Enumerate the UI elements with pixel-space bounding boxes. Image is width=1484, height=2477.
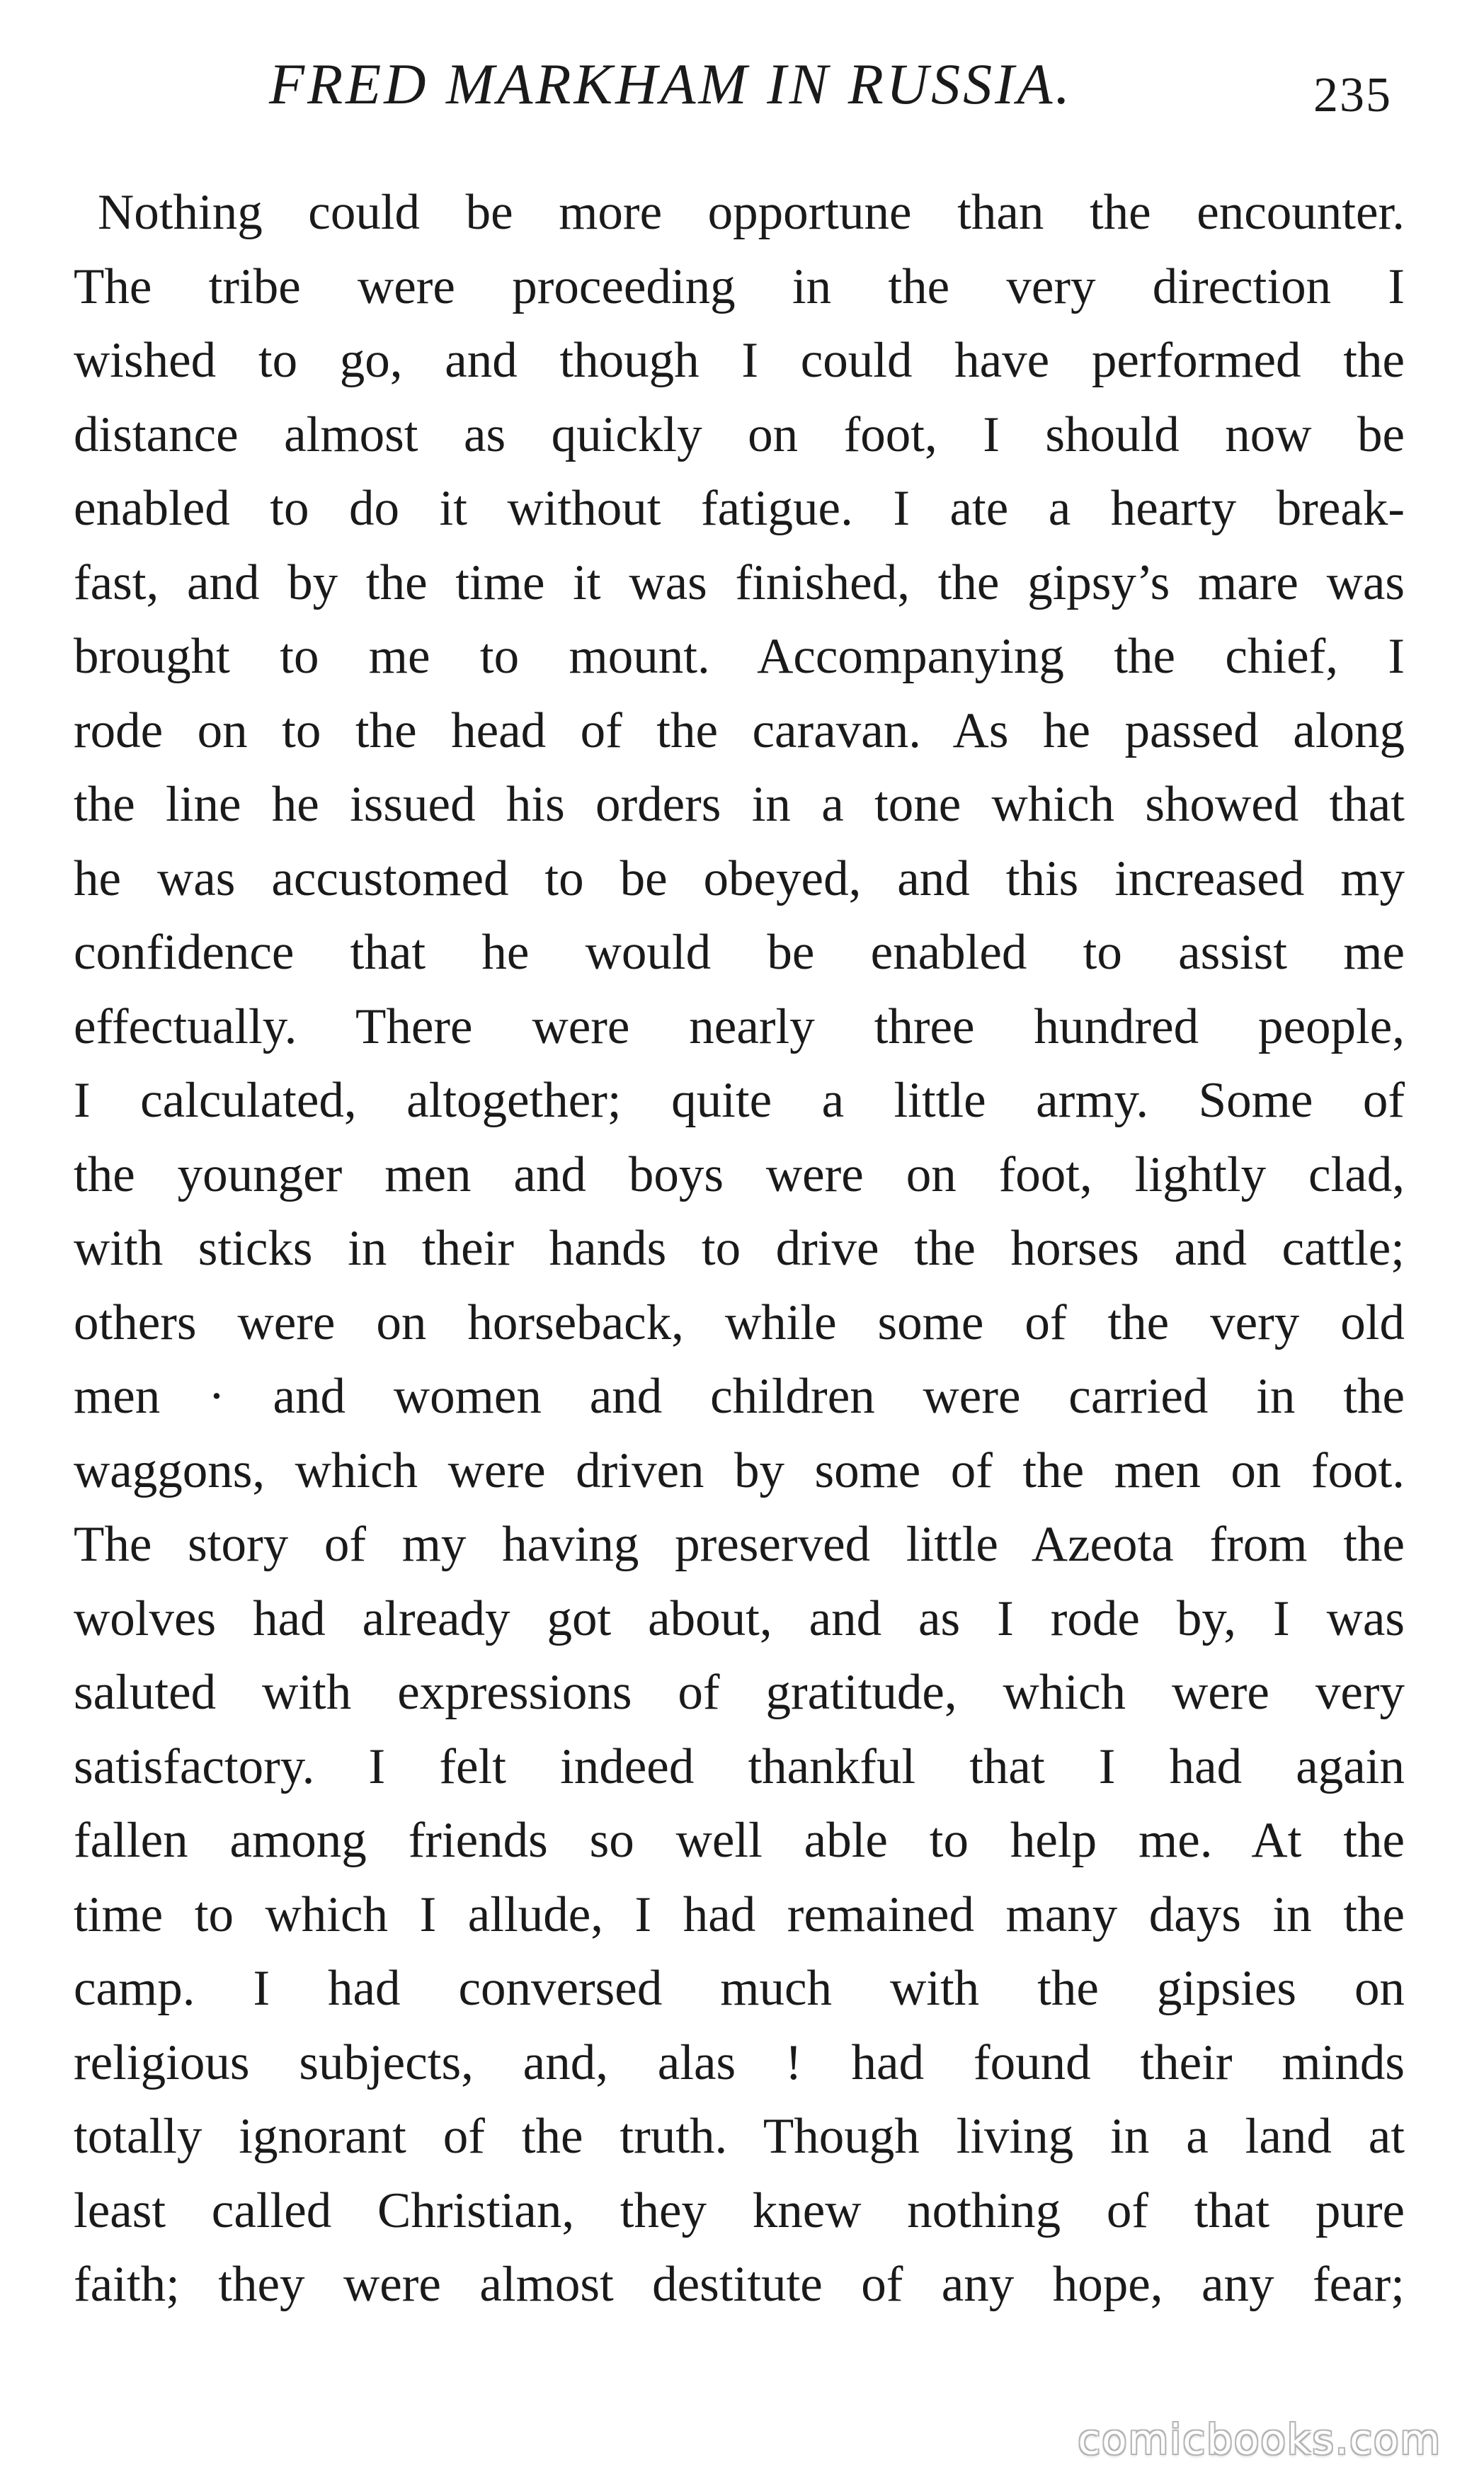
text-line: rode on to the head of the caravan. As he passed along: [74, 702, 1405, 758]
text-line: fast, and by the time it was finished, the gipsy’s mare was: [74, 554, 1405, 610]
text-line: wolves had already got about, and as I rode by, I was: [74, 1590, 1405, 1646]
text-line: the younger men and boys were on foot, lightly clad,: [74, 1146, 1405, 1202]
text-line: wished to go, and though I could have performed the: [74, 333, 1405, 388]
text-line: Nothing could be more opportune than the encounter.: [98, 185, 1405, 240]
text-line: brought to me to mount. Accompanying the chief, I: [74, 629, 1405, 684]
text-line: effectually. There were nearly three hundred people,: [74, 998, 1405, 1054]
body-text: [74, 176, 1405, 2322]
text-line: saluted with expressions of gratitude, which were very: [74, 1665, 1405, 1720]
text-line: religious subjects, and, alas ! had found their minds: [74, 2034, 1405, 2090]
text-line: distance almost as quickly on foot, I should now be: [74, 406, 1405, 462]
text-line: enabled to do it without fatigue. I ate a hearty break-: [74, 481, 1405, 536]
text-line: totally ignorant of the truth. Though living in a land at: [74, 2109, 1405, 2164]
text-line: the line he issued his orders in a tone which showed that: [74, 777, 1405, 832]
text-line: fallen among friends so well able to help me. At the: [74, 1813, 1405, 1868]
watermark: comicbooks.com: [1078, 2415, 1442, 2464]
text-line: others were on horseback, while some of the very old: [74, 1294, 1405, 1350]
running-title: FRED MARKHAM IN RUSSIA.: [269, 52, 1073, 116]
text-line: camp. I had conversed much with the gipsies on: [74, 1961, 1405, 2016]
text-line: least called Christian, they knew nothing of that pure: [74, 2182, 1405, 2238]
text-line: waggons, which were driven by some of the men on foot.: [74, 1442, 1405, 1498]
page-number: 235: [1313, 68, 1392, 123]
text-line: The tribe were proceeding in the very direction I: [74, 258, 1405, 314]
text-line: confidence that he would be enabled to assist me: [74, 925, 1405, 980]
text-line: he was accustomed to be obeyed, and this increased my: [74, 850, 1405, 906]
text-line: The story of my having preserved little Azeota from the: [74, 1517, 1405, 1572]
text-line: men · and women and children were carried in the: [74, 1369, 1405, 1424]
text-line: with sticks in their hands to drive the horses and cattle;: [74, 1221, 1405, 1276]
text-line: time to which I allude, I had remained many days in the: [74, 1886, 1405, 1942]
text-line: I calculated, altogether; quite a little army. Some of: [74, 1073, 1405, 1128]
text-line: faith; they were almost destitute of any hope, any fear;: [74, 2257, 1405, 2312]
text-line: satisfactory. I felt indeed thankful that I had again: [74, 1738, 1405, 1794]
